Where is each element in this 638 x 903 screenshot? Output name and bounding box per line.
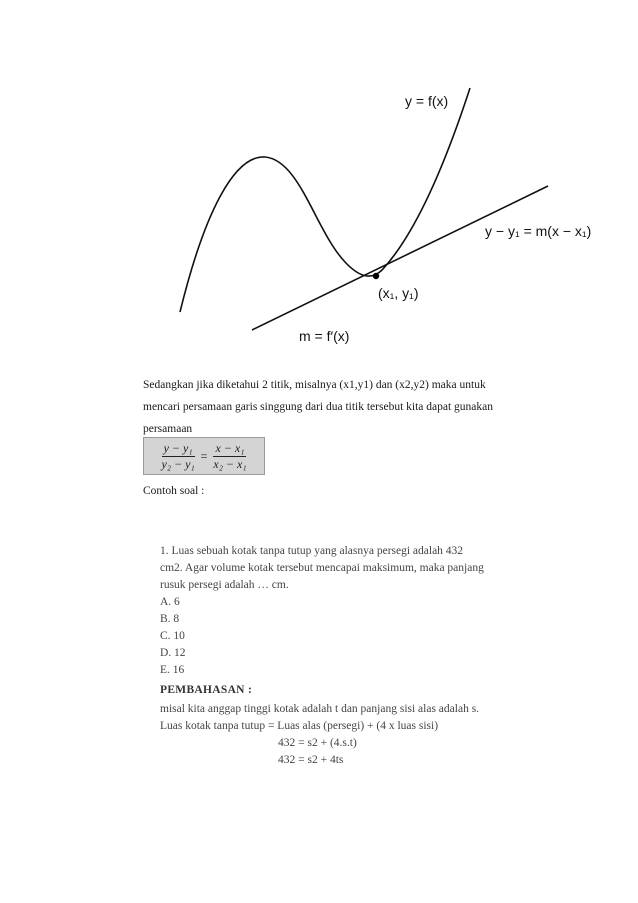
pembahasan-equation: 432 = s2 + 4ts bbox=[278, 754, 344, 766]
pembahasan-line: misal kita anggap tinggi kotak adalah t dan panjang sisi alas adalah s. bbox=[160, 703, 480, 715]
option-c: C. 10 bbox=[160, 630, 185, 642]
tangent-equation-label: y − y₁ = m(x − x₁) bbox=[485, 223, 592, 239]
problem-line: cm2. Agar volume kotak tersebut mencapai maksimum, maka panjang bbox=[160, 562, 484, 574]
slope-label: m = f′(x) bbox=[299, 328, 350, 344]
right-denominator: x₂ − x₁ bbox=[213, 456, 247, 471]
contoh-soal-heading: Contoh soal : bbox=[143, 485, 205, 497]
tangent-line-figure bbox=[0, 0, 638, 360]
intro-paragraph bbox=[143, 374, 538, 440]
paragraph-line: Sedangkan jika diketahui 2 titik, misalnya (x1,y1) dan (x2,y2) maka untuk bbox=[143, 379, 486, 391]
option-b: B. 8 bbox=[160, 613, 180, 625]
left-fraction bbox=[160, 441, 197, 472]
tangent-line bbox=[252, 186, 548, 330]
paragraph-line: mencari persamaan garis singgung dari dua titik tersebut kita dapat gunakan bbox=[143, 401, 493, 413]
tangent-point bbox=[373, 273, 379, 279]
pembahasan-heading: PEMBAHASAN : bbox=[160, 684, 253, 696]
paragraph-line: persamaan bbox=[143, 423, 193, 435]
option-a: A. 6 bbox=[160, 596, 180, 608]
curve-label: y = f(x) bbox=[405, 93, 449, 109]
two-point-formula bbox=[143, 437, 265, 475]
pembahasan-line: Luas kotak tanpa tutup = Luas alas (persegi) + (4 x luas sisi) bbox=[160, 720, 439, 732]
point-label: (x₁, y₁) bbox=[378, 285, 419, 301]
left-numerator: y − y₁ bbox=[163, 440, 193, 455]
pembahasan-equation: 432 = s2 + (4.s.t) bbox=[278, 737, 357, 749]
left-denominator: y₂ − y₁ bbox=[161, 456, 195, 471]
problem-line: rusuk persegi adalah … cm. bbox=[160, 579, 289, 591]
function-curve bbox=[180, 88, 470, 312]
right-fraction bbox=[211, 441, 248, 472]
problem-statement bbox=[160, 543, 538, 679]
pembahasan-body bbox=[160, 701, 538, 769]
option-d: D. 12 bbox=[160, 647, 186, 659]
option-e: E. 16 bbox=[160, 664, 185, 676]
equals-sign: = bbox=[200, 448, 208, 463]
right-numerator: x − x₁ bbox=[215, 440, 245, 455]
problem-line: 1. Luas sebuah kotak tanpa tutup yang alasnya persegi adalah 432 bbox=[160, 545, 464, 557]
